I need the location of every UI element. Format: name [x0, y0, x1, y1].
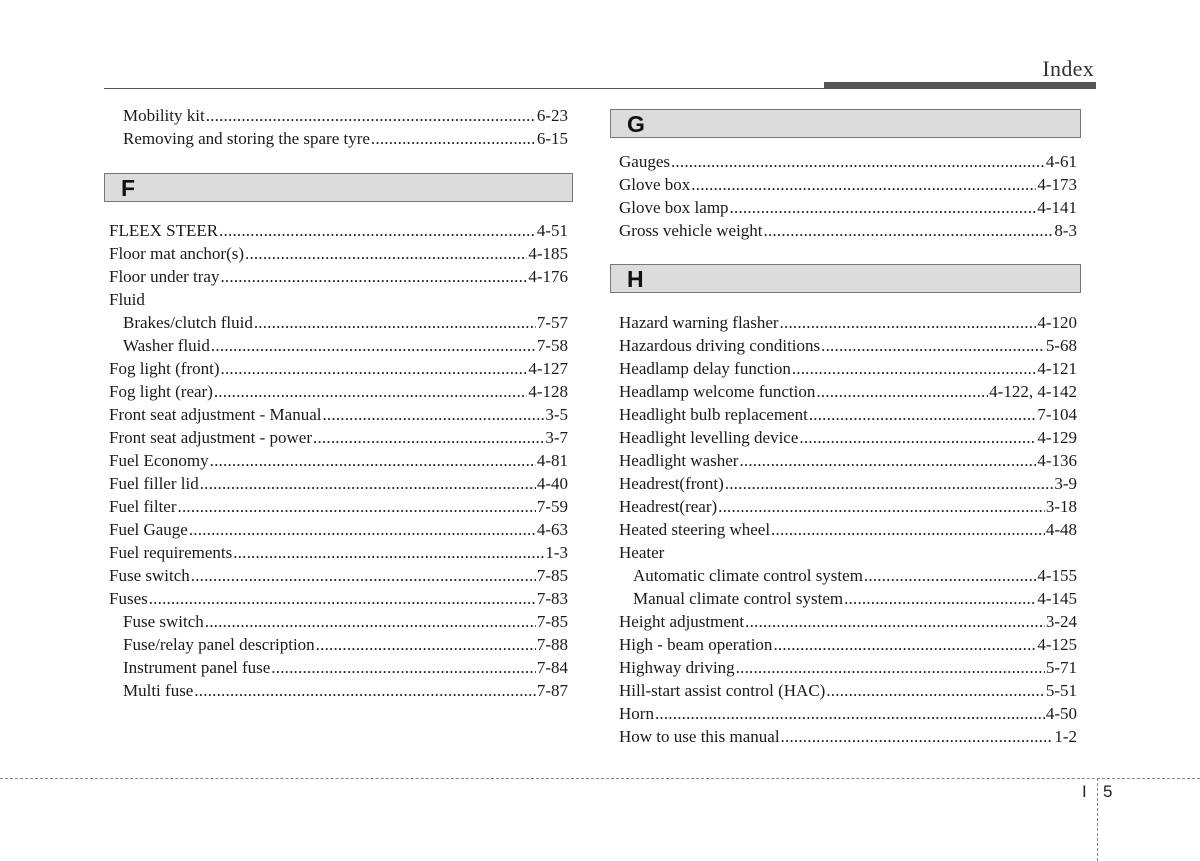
- dot-leader: [220, 265, 527, 288]
- dot-leader: [210, 449, 536, 472]
- index-entry: [109, 495, 568, 518]
- index-entry: [109, 679, 568, 702]
- index-entry-page: 7-59: [536, 497, 568, 516]
- index-entry-page: 3-7: [545, 428, 568, 447]
- index-entry: [109, 311, 568, 334]
- index-entry: [619, 380, 1077, 403]
- index-entry-page: 4-81: [536, 451, 568, 470]
- dot-leader: [254, 311, 536, 334]
- index-entry-page: 7-87: [536, 681, 568, 700]
- index-entry-page: 7-85: [536, 612, 568, 631]
- index-entry: [619, 495, 1077, 518]
- index-entry: [109, 518, 568, 541]
- index-entry-page: 6-15: [536, 129, 568, 148]
- dot-leader: [745, 610, 1045, 633]
- index-entry-label: Fog light (rear): [109, 382, 213, 401]
- index-entry-label: Front seat adjustment - Manual: [109, 405, 322, 424]
- dot-leader: [864, 564, 1036, 587]
- dot-leader: [205, 610, 536, 633]
- index-entry: [619, 679, 1077, 702]
- dot-leader: [799, 426, 1036, 449]
- dot-leader: [178, 495, 536, 518]
- dot-leader: [371, 127, 536, 150]
- index-entry-label: High - beam operation: [619, 635, 773, 654]
- section-letter: G: [627, 111, 645, 137]
- section-letter: H: [627, 266, 644, 292]
- index-entry: [619, 449, 1077, 472]
- index-entry-label: Fuse switch: [109, 566, 190, 585]
- dot-leader: [211, 334, 536, 357]
- index-entry-page: 7-58: [536, 336, 568, 355]
- index-entry-label: Height adjustment: [619, 612, 745, 631]
- index-entry-page: 1-2: [1054, 727, 1077, 746]
- index-entry-label: Headlamp delay function: [619, 359, 791, 378]
- index-entry-page: 4-50: [1045, 704, 1077, 723]
- index-entry-label: Removing and storing the spare tyre: [123, 129, 370, 148]
- index-entry-page: 8-3: [1054, 221, 1077, 240]
- index-entry-page: 4-121: [1037, 359, 1077, 378]
- index-entry: [109, 633, 568, 656]
- index-entry-label: Heated steering wheel: [619, 520, 771, 539]
- section-header-f: [104, 173, 573, 202]
- index-entry-page: 4-141: [1037, 198, 1077, 217]
- index-entry: [109, 219, 568, 242]
- index-entry-page: 6-23: [536, 106, 568, 125]
- dot-leader: [780, 311, 1037, 334]
- index-entry-label: Heater: [619, 543, 665, 562]
- dot-leader: [826, 679, 1044, 702]
- dot-leader: [313, 426, 544, 449]
- dot-leader: [781, 725, 1054, 748]
- footer-rule: [0, 778, 1200, 779]
- index-entry-label: Fuel requirements: [109, 543, 233, 562]
- index-entry: [619, 403, 1077, 426]
- dot-leader: [206, 104, 536, 127]
- index-entry-label: Glove box: [619, 175, 691, 194]
- dot-leader: [271, 656, 536, 679]
- index-entry: [109, 587, 568, 610]
- index-entry-label: Glove box lamp: [619, 198, 729, 217]
- dot-leader: [219, 219, 536, 242]
- footer-section-letter: I: [1082, 782, 1087, 801]
- dot-leader: [730, 196, 1037, 219]
- dot-leader: [725, 472, 1054, 495]
- index-entry: [619, 564, 1077, 587]
- dot-leader: [718, 495, 1045, 518]
- index-entry: [619, 196, 1077, 219]
- index-entry-page: 5-51: [1045, 681, 1077, 700]
- index-entry: [619, 702, 1077, 725]
- index-entry: [109, 242, 568, 265]
- index-entry-page: 3-5: [545, 405, 568, 424]
- index-entry-label: Instrument panel fuse: [123, 658, 271, 677]
- index-entry-page: 7-88: [536, 635, 568, 654]
- index-entry: [109, 380, 568, 403]
- index-entry-label: Fuel filler lid: [109, 474, 199, 493]
- index-entry-label: Headrest(front): [619, 474, 724, 493]
- index-entry-label: Front seat adjustment - power: [109, 428, 313, 447]
- index-entry: [619, 656, 1077, 679]
- index-entry: [619, 518, 1077, 541]
- index-entry: [619, 173, 1077, 196]
- index-entry-page: 4-127: [528, 359, 568, 378]
- index-entry: [619, 357, 1077, 380]
- dot-leader: [771, 518, 1045, 541]
- dot-leader: [844, 587, 1036, 610]
- index-entry-page: 3-18: [1045, 497, 1077, 516]
- index-entry-page: 4-129: [1037, 428, 1077, 447]
- index-list-left-top: [109, 104, 568, 150]
- index-entry-page: 7-84: [536, 658, 568, 677]
- index-entry-page: 4-122, 4-142: [989, 382, 1077, 401]
- index-entry: [619, 587, 1077, 610]
- index-entry-label: Fuse switch: [123, 612, 204, 631]
- page-title: Index: [1042, 56, 1094, 81]
- index-entry-label: How to use this manual: [619, 727, 780, 746]
- index-entry: [109, 472, 568, 495]
- footer-page-number: 5: [1103, 782, 1113, 801]
- dot-leader: [655, 702, 1045, 725]
- index-entry: [109, 610, 568, 633]
- index-entry: [109, 127, 568, 150]
- index-entry: [109, 288, 568, 311]
- index-entry-label: Fuel Economy: [109, 451, 209, 470]
- index-entry-label: Hazard warning flasher: [619, 313, 779, 332]
- index-entry-page: 4-145: [1037, 589, 1077, 608]
- index-entry-page: 4-120: [1037, 313, 1077, 332]
- index-entry-page: 4-155: [1037, 566, 1077, 585]
- index-entry: [109, 564, 568, 587]
- index-list-f: [109, 219, 568, 702]
- index-entry-label: Multi fuse: [123, 681, 194, 700]
- dot-leader: [816, 380, 988, 403]
- index-entry-label: Floor mat anchor(s): [109, 244, 245, 263]
- dot-leader: [194, 679, 535, 702]
- index-list-g: [619, 150, 1077, 242]
- index-entry-label: FLEEX STEER: [109, 221, 219, 240]
- dot-leader: [691, 173, 1036, 196]
- index-entry: [109, 265, 568, 288]
- index-entry-page: 3-24: [1045, 612, 1077, 631]
- dot-leader: [764, 219, 1054, 242]
- index-entry-label: Washer fluid: [123, 336, 210, 355]
- index-entry-label: Fluid: [109, 290, 145, 309]
- index-entry-page: 1-3: [545, 543, 568, 562]
- dot-leader: [739, 449, 1036, 472]
- index-entry-label: Fog light (front): [109, 359, 220, 378]
- dot-leader: [773, 633, 1036, 656]
- index-entry-label: Highway driving: [619, 658, 735, 677]
- index-entry: [619, 311, 1077, 334]
- index-entry-label: Gauges: [619, 152, 670, 171]
- index-entry-label: Horn: [619, 704, 654, 723]
- index-entry: [109, 357, 568, 380]
- index-entry-page: 7-104: [1037, 405, 1077, 424]
- dot-leader: [671, 150, 1045, 173]
- index-entry-page: 4-51: [536, 221, 568, 240]
- index-entry-label: Hazardous driving conditions: [619, 336, 821, 355]
- index-entry-page: 4-48: [1045, 520, 1077, 539]
- index-entry: [619, 725, 1077, 748]
- index-entry-label: Headlight levelling device: [619, 428, 799, 447]
- index-entry: [619, 633, 1077, 656]
- index-entry-label: Fuel Gauge: [109, 520, 188, 539]
- index-entry: [109, 104, 568, 127]
- index-entry: [109, 403, 568, 426]
- index-entry-page: 4-63: [536, 520, 568, 539]
- index-entry-label: Headlight bulb replacement: [619, 405, 808, 424]
- index-entry-label: Fuel filter: [109, 497, 177, 516]
- index-entry-page: 5-71: [1045, 658, 1077, 677]
- index-entry: [109, 541, 568, 564]
- index-entry: [619, 472, 1077, 495]
- index-entry-label: Fuses: [109, 589, 148, 608]
- dot-leader: [809, 403, 1037, 426]
- header-rule-accent: [824, 82, 1096, 89]
- section-header-h: [610, 264, 1081, 293]
- index-entry-page: 4-61: [1045, 152, 1077, 171]
- index-entry: [619, 541, 1077, 564]
- index-entry-page: 4-176: [528, 267, 568, 286]
- dot-leader: [821, 334, 1045, 357]
- index-entry: [619, 334, 1077, 357]
- index-entry-page: 7-85: [536, 566, 568, 585]
- section-header-g: [610, 109, 1081, 138]
- index-entry-label: Floor under tray: [109, 267, 220, 286]
- index-entry-page: 4-173: [1037, 175, 1077, 194]
- index-entry-label: Headlight washer: [619, 451, 739, 470]
- index-entry: [619, 219, 1077, 242]
- footer-divider: [1097, 778, 1098, 861]
- dot-leader: [245, 242, 527, 265]
- index-entry-label: Fuse/relay panel description: [123, 635, 315, 654]
- index-entry: [619, 426, 1077, 449]
- index-entry-label: Automatic climate control system: [633, 566, 863, 585]
- dot-leader: [792, 357, 1037, 380]
- dot-leader: [316, 633, 536, 656]
- dot-leader: [221, 357, 528, 380]
- dot-leader: [200, 472, 536, 495]
- dot-leader: [191, 564, 536, 587]
- index-list-h: [619, 311, 1077, 748]
- dot-leader: [233, 541, 544, 564]
- section-letter: F: [121, 175, 136, 201]
- index-entry-page: 4-40: [536, 474, 568, 493]
- index-entry: [109, 449, 568, 472]
- index-entry-label: Headrest(rear): [619, 497, 718, 516]
- dot-leader: [736, 656, 1045, 679]
- index-entry-label: Headlamp welcome function: [619, 382, 816, 401]
- index-entry-page: 7-57: [536, 313, 568, 332]
- index-entry-label: Brakes/clutch fluid: [123, 313, 253, 332]
- index-entry: [109, 334, 568, 357]
- index-entry: [109, 656, 568, 679]
- index-entry: [619, 610, 1077, 633]
- index-entry-page: 7-83: [536, 589, 568, 608]
- dot-leader: [322, 403, 544, 426]
- index-entry-label: Gross vehicle weight: [619, 221, 763, 240]
- index-entry-page: 4-125: [1037, 635, 1077, 654]
- index-entry-label: Mobility kit: [123, 106, 205, 125]
- index-entry-page: 4-136: [1037, 451, 1077, 470]
- index-entry: [619, 150, 1077, 173]
- dot-leader: [149, 587, 536, 610]
- dot-leader: [189, 518, 536, 541]
- index-entry-label: Manual climate control system: [633, 589, 844, 608]
- index-entry-page: 5-68: [1045, 336, 1077, 355]
- index-entry-page: 4-128: [528, 382, 568, 401]
- dot-leader: [214, 380, 527, 403]
- index-entry-label: Hill-start assist control (HAC): [619, 681, 826, 700]
- index-entry: [109, 426, 568, 449]
- index-entry-page: 3-9: [1054, 474, 1077, 493]
- index-entry-page: 4-185: [528, 244, 568, 263]
